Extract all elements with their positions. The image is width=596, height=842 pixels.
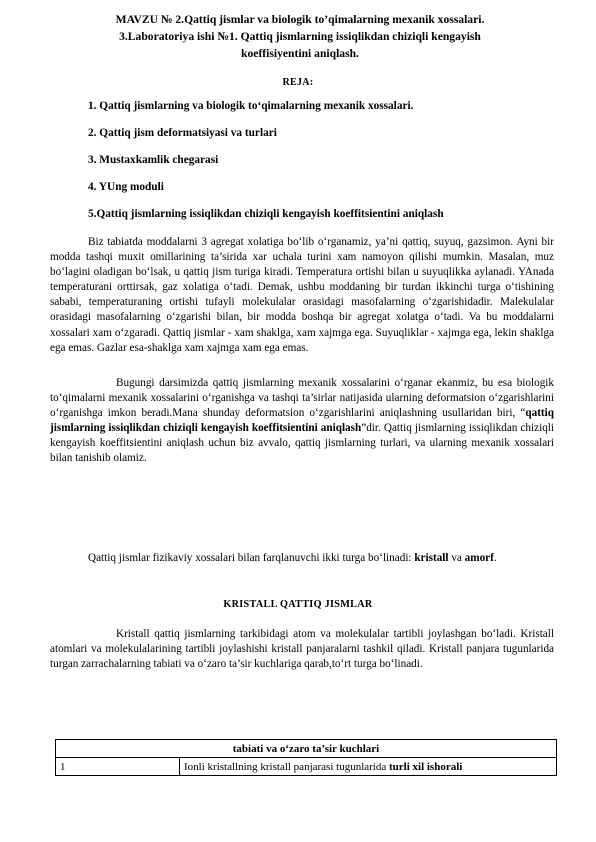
paragraph-lesson-intro [50, 376, 554, 467]
bold-term-amorphous: amorf [464, 552, 494, 564]
cell-text: Ionli kristallning kristall panjarasi tugunlarida [184, 760, 389, 773]
paragraph-crystal-description [50, 627, 554, 672]
table-row [56, 758, 557, 776]
table-header-row [56, 740, 557, 758]
topic-title-line3: koeffisiyentini aniqlash. [241, 47, 359, 60]
plan-item-3: 3. Mustaxkamlik chegarasi [88, 154, 219, 166]
paragraph-text: Kristall qattiq jismlarning tarkibidagi atom va molekulalar tartibli joylashgan bo‘ladi. Kristall atomlari va molekulalarining tartibli joylashishi kristall panjaralarni tashkil qiladi. Kristall panjara tugunlarida turgan zarrachalarning tabiati va o‘zaro ta’sir kuchlariga qarab,to‘rt turga bo‘linadi. [50, 628, 554, 671]
paragraph-solid-types [50, 551, 554, 566]
plan-item-2: 2. Qattiq jism deformatsiyasi va turlari [88, 127, 277, 139]
plan-heading: REJA: [282, 77, 314, 88]
table-cell-description [180, 758, 557, 776]
paragraph-text: Biz tabiatda moddalarni 3 agregat xolatiga bo‘lib o‘rganamiz, ya’ni qattiq, suyuq, gazsimon. Ayni bir modda tashqi muxit omillarining ta’sirida xar uchala turini xam namoyon qilishi mumkin. Masalan, muz bo‘lagini oladigan bo‘lsak, u qattiq jism turiga kiradi. Temperatura ortishi bilan u suyuqlikka aylanadi. YAnada temperaturani orttirsak, gaz xolatiga o‘tadi. Demak, ushbu moddaning bir turdan ikkinchi turga o‘tishining sababi, temperaturaning ortishi tufayli molekulalar orasidagi masofalarning o‘zgarishidadir. Malekulalar orasidagi masofalarning o‘zgarishi bilan, bir modda boshqa bir agregat xolatga o‘tadi. Va bu moddalarni xossalari xam o‘zgaradi. Qattiq jismlar - xam shaklga, xam xajmga ega. Suyuqliklar - xajmga ega, lekin shaklga ega emas. Gazlar esa-shaklga xam xajmga xam ega emas. [50, 236, 554, 354]
paragraph-text: va [448, 552, 465, 564]
bold-term-crystal: kristall [414, 552, 449, 564]
crystal-types-table [55, 739, 557, 776]
plan-item-5: 5.Qattiq jismlarning issiqlikdan chiziqli kengayish koeffitsientini aniqlash [88, 208, 444, 220]
section-heading-crystal: KRISTALL QATTIQ JISMLAR [223, 599, 373, 610]
table-cell-number: 1 [56, 758, 180, 776]
paragraph-text: Bugungi darsimizda qattiq jismlarning mexanik xossalarini o‘rganar ekanmiz, bu esa biologik to‘qimalarni mexanik xossalarini o‘rganishga va tashqi ta’sirlar natijasida ularning deformatsion o‘zgarishlarini o‘rganishga imkon beradi.Mana shunday deformatsion o‘zgarishlarini aniqlashning usullaridan biri, “ [50, 377, 554, 420]
topic-title-line1: MAVZU № 2.Qattiq jismlar va biologik to’qimalarning mexanik xossalari. [115, 13, 485, 26]
plan-item-1: 1. Qattiq jismlarning va biologik to‘qimalarning mexanik xossalari. [88, 100, 414, 112]
topic-title-line2: 3.Laboratoriya ishi №1. Qattiq jismlarning issiqlikdan chiziqli kengayish [119, 30, 481, 43]
paragraph-aggregate-states [50, 235, 554, 356]
cell-bold-text: turli xil ishorali [388, 760, 463, 773]
bold-term: qattiq jismlarning issiqlikdan chiziqli kengayish koeffitsientini aniqlash [50, 407, 554, 435]
table-header-cell: tabiati va o‘zaro ta’sir kuchlari [56, 740, 557, 758]
paragraph-text: Qattiq jismlar fizikaviy xossalari bilan farqlanuvchi ikki turga bo‘linadi: [88, 552, 415, 564]
paragraph-text: ”dir. Qattiq jismlarning issiqlikdan chiziqli kengayish koeffitsientini aniqlash uchun biz avvalo, qattiq jismlarning turlari, va ularning mexanik xossalari bilan tanishib olamiz. [50, 422, 554, 465]
plan-item-4: 4. YUng moduli [88, 181, 164, 193]
paragraph-text: . [493, 552, 497, 564]
